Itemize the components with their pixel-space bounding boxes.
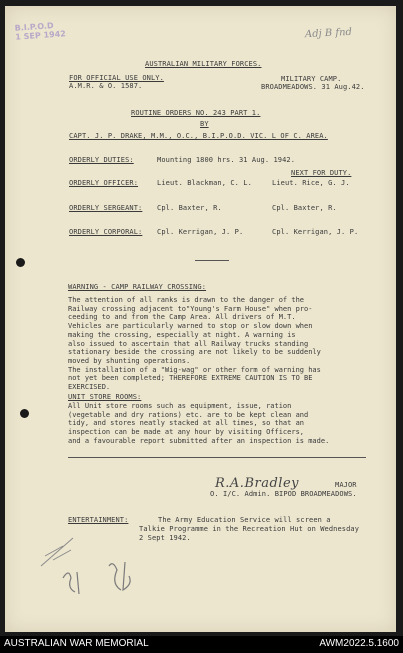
signatory-rank: MAJOR <box>335 481 357 489</box>
orderly-officer-next: Lieut. Rice, G. J. <box>272 179 350 187</box>
entertainment-line-3: 2 Sept 1942. <box>139 534 191 542</box>
orderly-corporal-value: Cpl. Kerrigan, J. P. <box>157 228 244 236</box>
orderly-sergeant-value: Cpl. Baxter, R. <box>157 204 222 212</box>
orderly-duties-label: ORDERLY DUTIES: <box>69 156 134 164</box>
camp-name: MILITARY CAMP. <box>281 75 342 83</box>
section-divider-long <box>68 457 366 458</box>
footer-institution: AUSTRALIAN WAR MEMORIAL <box>4 638 149 649</box>
place-date: BROADMEADOWS. 31 Aug.42. <box>261 83 365 91</box>
unit-store-heading: UNIT STORE ROOMS: <box>68 393 142 401</box>
punch-hole-top <box>16 258 25 267</box>
orderly-sergeant-label: ORDERLY SERGEANT: <box>69 204 143 212</box>
commanding-officer: CAPT. J. P. DRAKE, M.M., O.C., B.I.P.O.D. VIC. L OF C. AREA. <box>69 132 328 140</box>
receipt-stamp <box>14 20 66 41</box>
document-page <box>5 6 396 632</box>
orderly-corporal-label: ORDERLY CORPORAL: <box>69 228 143 236</box>
entertainment-label: ENTERTAINMENT: <box>68 516 129 524</box>
punch-hole-bottom <box>20 409 29 418</box>
unit-store-text: All Unit store rooms such as equipment, issue, ration (vegetable and dry rations) etc. are to be kept clean and tidy, and stores neatly stacked at all times, so that an inspection can be made at any hour by visiting Officers, and a favourable report submitted after an inspection is made. <box>68 402 330 445</box>
handwritten-signature: R.A.Bradley <box>215 476 299 491</box>
orderly-sergeant-next: Cpl. Baxter, R. <box>272 204 337 212</box>
document-title: AUSTRALIAN MILITARY FORCES. <box>145 60 262 68</box>
amr-reference: A.M.R. & O. 1587. <box>69 82 143 90</box>
stamp-line-2: 1 SEP 1942 <box>15 29 67 42</box>
entertainment-line-2: Talkie Programme in the Recreation Hut on Wednesday <box>139 525 360 533</box>
orderly-officer-value: Lieut. Blackman, C. L. <box>157 179 252 187</box>
orderly-corporal-next: Cpl. Kerrigan, J. P. <box>272 228 359 236</box>
warning-heading: WARNING - CAMP RAILWAY CROSSING: <box>68 283 207 291</box>
orderly-duties-value: Mounting 1800 hrs. 31 Aug. 1942. <box>157 156 296 164</box>
by-label: BY <box>200 120 209 128</box>
signatory-title: O. I/C. Admin. BIPOD BROADMEADOWS. <box>210 490 357 498</box>
pencil-scribble-icon <box>33 526 153 606</box>
footer-accession-number: AWM2022.5.1600 <box>319 638 399 649</box>
stamp-line-1: B.I.P.O.D <box>14 21 54 33</box>
entertainment-line-1: The Army Education Service will screen a <box>158 516 331 524</box>
next-for-duty-heading: NEXT FOR DUTY. <box>291 169 352 177</box>
pencil-annotation: Adj B fnd <box>304 26 353 41</box>
orderly-officer-label: ORDERLY OFFICER: <box>69 179 139 187</box>
official-use-label: FOR OFFICIAL USE ONLY. <box>69 74 164 82</box>
routine-orders-heading: ROUTINE ORDERS NO. 243 PART 1. <box>131 109 261 117</box>
archive-footer <box>0 636 403 653</box>
warning-text: The attention of all ranks is drawn to the danger of the Railway crossing adjacent to"Young's Farm House" when pro- ceeding to and from the Camp Area. All drivers of M.T. Vehicles are particularly warned to stop or slow down when making the crossing, especially at night. A warning is also issued to ascertain that all Railway trucks standing stationary beside the crossing are not likely to be suddenly moved by shunting operations. The installation of a "Wig-wag" or other form of warning has not yet been completed; THEREFORE EXTREME CAUTION IS TO BE EXERCISED. <box>68 296 321 392</box>
section-divider <box>195 260 229 261</box>
